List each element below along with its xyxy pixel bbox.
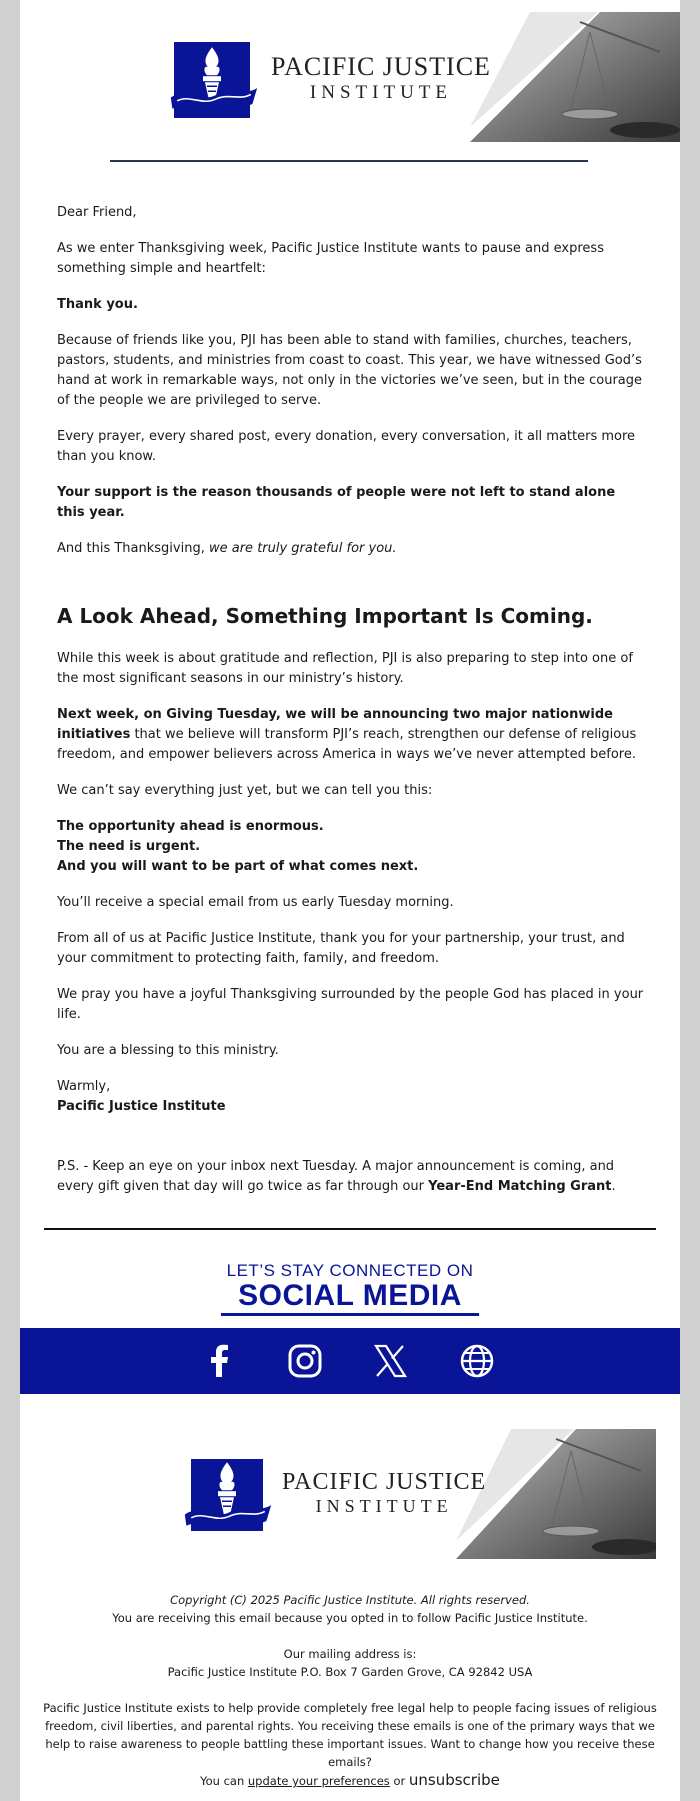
flag-swoosh-icon: [158, 80, 270, 112]
grateful-line: [57, 539, 647, 559]
copyright-italic: Copyright (C) 2025 Pacific Justice Institute. All rights reserved.: [170, 1593, 530, 1607]
scales-of-justice-image: [470, 12, 680, 142]
you-can-text: You can: [200, 1774, 248, 1788]
email-page: [20, 0, 680, 1801]
brand-name: [271, 52, 491, 104]
paragraph-intro: As we enter Thanksgiving week, Pacific Justice Institute wants to pause and express something simple and heartfelt:: [57, 241, 604, 276]
opted-in-notice: You are receiving this email because you opted in to follow Pacific Justice Institute.: [112, 1611, 588, 1625]
spacer: [40, 1681, 660, 1699]
x-icon[interactable]: [372, 1343, 408, 1379]
signoff: Warmly,: [57, 1079, 111, 1094]
paragraph-gratitude: While this week is about gratitude and reflection, PJI is also preparing to step into one of the most significant seasons in our ministry’s history.: [57, 651, 633, 686]
section-heading: A Look Ahead, Something Important Is Coming.: [57, 604, 593, 628]
preferences-line: [40, 1771, 660, 1790]
footer-brand-name: [282, 1469, 486, 1517]
footer-brand-name-line2: INSTITUTE: [315, 1496, 453, 1516]
mailing-address: Pacific Justice Institute P.O. Box 7 Garden Grove, CA 92842 USA: [167, 1665, 533, 1679]
spacer: [40, 1627, 660, 1645]
grateful-start: And this Thanksgiving,: [57, 541, 209, 556]
greeting: Dear Friend,: [57, 205, 137, 220]
ps-bold: Year-End Matching Grant: [428, 1179, 612, 1194]
postscript: [57, 1157, 647, 1197]
paragraph-pray: We pray you have a joyful Thanksgiving surrounded by the people God has placed in your life.: [57, 987, 644, 1022]
or-text: or: [389, 1774, 409, 1788]
unsubscribe-link[interactable]: unsubscribe: [408, 1771, 500, 1789]
bold-list-item-3: And you will want to be part of what comes next.: [57, 859, 419, 874]
footer-banner: [20, 1425, 680, 1565]
signoff-block: [57, 1077, 647, 1117]
instagram-icon[interactable]: [287, 1343, 323, 1379]
ps-end: .: [611, 1179, 616, 1194]
support-bold: Your support is the reason thousands of people were not left to stand alone this year.: [57, 485, 616, 520]
header-banner: [20, 0, 680, 160]
footer-flag-swoosh-icon: [175, 1497, 281, 1529]
thank-you-bold: Thank you.: [57, 297, 138, 312]
globe-icon[interactable]: [459, 1343, 495, 1379]
social-heading: [20, 1262, 680, 1312]
update-preferences-link[interactable]: update your preferences: [247, 1774, 390, 1788]
paragraph-friends: Because of friends like you, PJI has been able to stand with families, churches, teachers, pastors, students, and ministries from coast to coast. This year, we have witnessed God’s hand at work in remarkable ways, not only in the victories we’ve seen, but in the courage of the people we are privileged to serve.: [57, 333, 643, 408]
social-bar: [20, 1328, 680, 1394]
grateful-italic: we are truly grateful for you.: [208, 541, 397, 556]
paragraph-cant-say: We can’t say everything just yet, but we can tell you this:: [57, 783, 433, 798]
paragraph-every-prayer: Every prayer, every shared post, every donation, every conversation, it all matters more than you know.: [57, 429, 636, 464]
social-heading-big: SOCIAL MEDIA: [238, 1279, 462, 1312]
thank-you-line: [57, 295, 647, 315]
brand-name-line2: INSTITUTE: [309, 82, 453, 103]
footer-legal: [40, 1591, 660, 1790]
paragraph-blessing: You are a blessing to this ministry.: [57, 1043, 279, 1058]
ps-start: P.S. - Keep an eye on your inbox next Tuesday. A major announcement is coming, and every gift given that day will go twice as far through our: [57, 1159, 615, 1194]
support-line: [57, 483, 647, 523]
signature: Pacific Justice Institute: [57, 1099, 226, 1114]
social-heading-underline: [221, 1313, 479, 1316]
social-heading-small: LET’S STAY CONNECTED ON: [226, 1261, 474, 1280]
mailing-label: Our mailing address is:: [283, 1647, 417, 1661]
facebook-icon[interactable]: [202, 1343, 238, 1379]
content-divider: [44, 1228, 656, 1230]
footer-brand-name-line1: PACIFIC JUSTICE: [282, 1469, 487, 1495]
paragraph-thank-partnership: From all of us at Pacific Justice Institute, thank you for your partnership, your trust, and your commitment to protecting faith, family, and freedom.: [57, 931, 625, 966]
brand-name-line1: PACIFIC JUSTICE: [271, 52, 491, 81]
paragraph-special-email: You’ll receive a special email from us early Tuesday morning.: [57, 895, 454, 910]
bold-list-item-2: The need is urgent.: [57, 839, 201, 854]
bold-list-item-1: The opportunity ahead is enormous.: [57, 819, 324, 834]
giving-tuesday-rest: that we believe will transform PJI’s reach, strengthen our defense of religious freedom, and empower believers across America in ways we’ve never attempted before.: [57, 727, 637, 762]
letter-body: [57, 203, 647, 1213]
copyright: [40, 1591, 660, 1609]
about-text: Pacific Justice Institute exists to help provide completely free legal help to people facing issues of religious freedom, civil liberties, and parental rights. You receiving these emails is one of the primary ways that we help to raise awareness to people battling these important issues. Want to change how you receive these emails?: [43, 1701, 657, 1769]
giving-tuesday-bold: Next week, on Giving Tuesday, we will be announcing two major nationwide initiatives: [57, 707, 613, 742]
header-divider: [110, 160, 588, 162]
paragraph-giving-tuesday: [57, 705, 647, 765]
bold-list: [57, 817, 647, 877]
